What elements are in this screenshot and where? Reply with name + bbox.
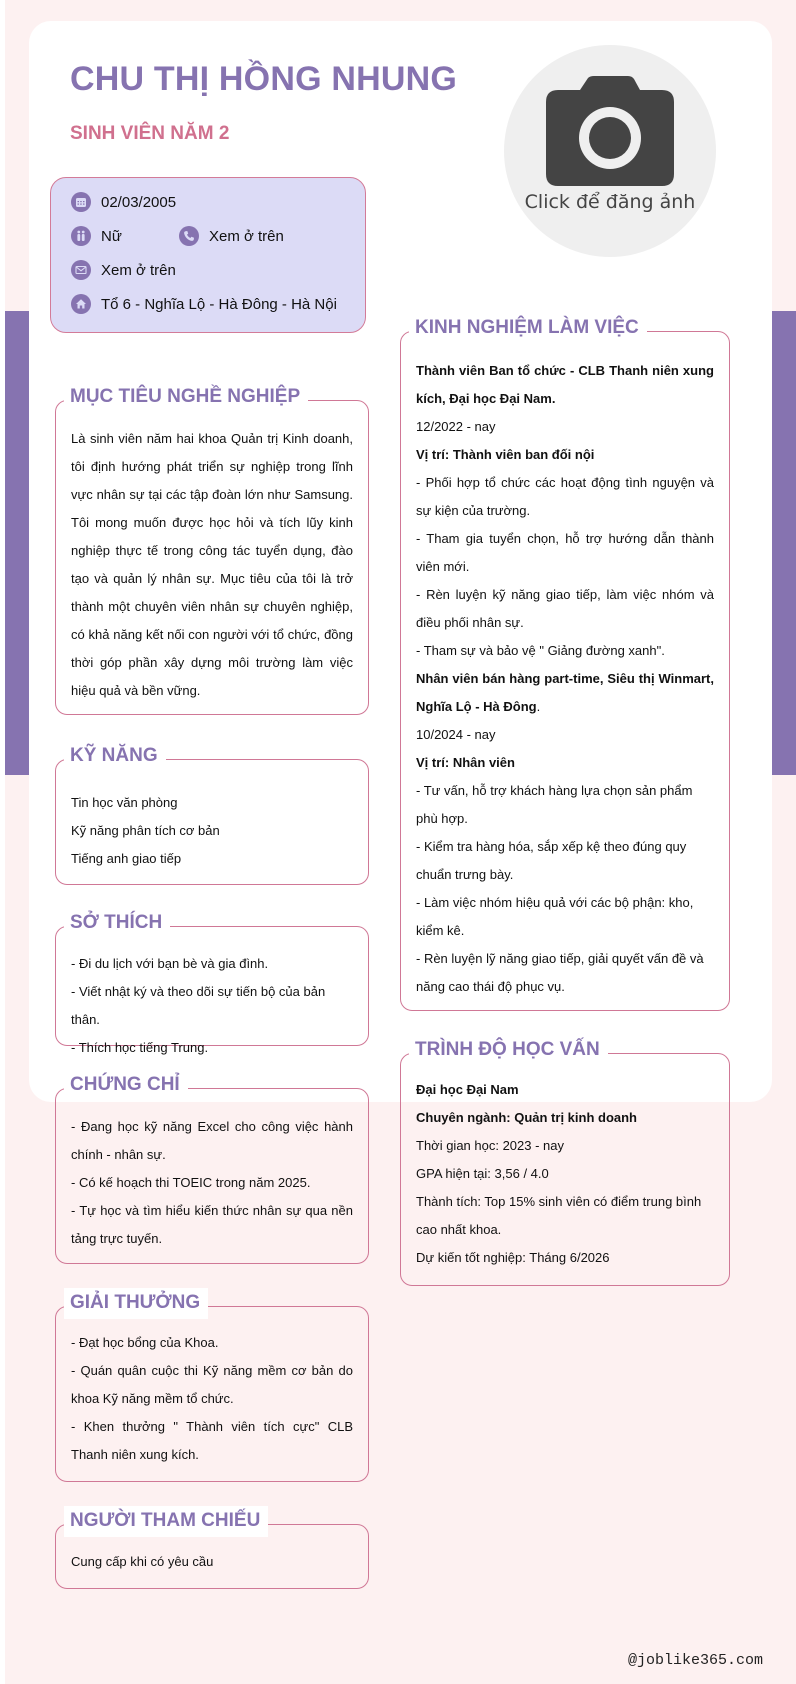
job-duty: - Tham sự và bảo vệ " Giảng đường xanh". <box>416 643 665 658</box>
list-item: - Đang học kỹ năng Excel cho công việc hành chính - nhân sự. <box>71 1119 353 1162</box>
education-school: Đại học Đại Nam <box>416 1082 519 1097</box>
list-item: - Viết nhật ký và theo dõi sự tiến bộ của bản thân. <box>71 984 326 1027</box>
job-duty: - Làm việc nhóm hiệu quả với các bộ phận: kho, kiểm kê. <box>416 895 694 938</box>
photo-upload[interactable] <box>504 45 716 257</box>
list-item: - Thích học tiếng Trung. <box>71 1040 209 1055</box>
section-skills <box>55 745 369 885</box>
section-education <box>400 1039 730 1286</box>
section-title: MỤC TIÊU NGHỀ NGHIỆP <box>64 382 308 413</box>
education-graduation: Dự kiến tốt nghiệp: Tháng 6/2026 <box>416 1250 610 1265</box>
job-duty: - Kiểm tra hàng hóa, sắp xếp kệ theo đúng quy chuẩn trưng bày. <box>416 839 687 882</box>
contact-gender[interactable] <box>71 226 122 246</box>
calendar-icon <box>71 192 91 212</box>
job-org: Thành viên Ban tổ chức - CLB Thanh niên xung kích, Đại học Đại Nam. <box>416 363 714 406</box>
section-experience <box>400 317 730 1011</box>
contact-info-box <box>50 177 366 333</box>
contact-email[interactable] <box>71 260 176 280</box>
section-references <box>55 1510 369 1589</box>
list-item: - Khen thưởng " Thành viên tích cực" CLB Thanh niên xung kích. <box>71 1419 353 1462</box>
education-achievement: Thành tích: Top 15% sinh viên có điểm trung bình cao nhất khoa. <box>416 1194 702 1237</box>
education-gpa: GPA hiện tại: 3,56 / 4.0 <box>416 1166 549 1181</box>
job-duty: - Rèn luyện kỹ năng giao tiếp, làm việc nhóm và điều phối nhân sự. <box>416 587 714 630</box>
email-icon <box>71 260 91 280</box>
references-text: Cung cấp khi có yêu cầu <box>71 1554 214 1569</box>
address-value: Tổ 6 - Nghĩa Lộ - Hà Đông - Hà Nội <box>101 295 337 313</box>
section-title: NGƯỜI THAM CHIẾU <box>64 1506 268 1537</box>
list-item: - Có kế hoạch thi TOEIC trong năm 2025. <box>71 1175 311 1190</box>
education-major: Chuyên ngành: Quản trị kinh doanh <box>416 1110 637 1125</box>
birthday-value: 02/03/2005 <box>101 193 177 211</box>
phone-icon <box>179 226 199 246</box>
job-org-line <box>416 665 714 721</box>
job-duty: - Tham gia tuyển chọn, hỗ trợ hướng dẫn thành viên mới. <box>416 531 714 574</box>
job-position: Vị trí: Thành viên ban đối nội <box>416 447 595 462</box>
list-item: - Quán quân cuộc thi Kỹ năng mềm cơ bản do khoa Kỹ năng mềm tổ chức. <box>71 1363 353 1406</box>
section-awards <box>55 1292 369 1482</box>
job-period: 12/2022 - nay <box>416 419 496 434</box>
list-item: - Đi du lịch với bạn bè và gia đình. <box>71 956 269 971</box>
gender-icon <box>71 226 91 246</box>
section-title: GIẢI THƯỞNG <box>64 1288 208 1319</box>
section-hobbies <box>55 912 369 1055</box>
job-org: Nhân viên bán hàng part-time, Siêu thị Winmart, Nghĩa Lộ - Hà Đông <box>416 671 714 714</box>
section-objective <box>55 386 369 715</box>
list-item: - Tự học và tìm hiểu kiến thức nhân sự qua nền tảng trực tuyến. <box>71 1203 353 1246</box>
email-value: Xem ở trên <box>101 261 176 279</box>
list-item: Tin học văn phòng <box>71 795 178 810</box>
list-item: Tiếng anh giao tiếp <box>71 851 182 866</box>
home-icon <box>71 294 91 314</box>
photo-upload-label: Click để đăng ảnh <box>524 191 696 213</box>
phone-value: Xem ở trên <box>209 227 284 245</box>
section-title: TRÌNH ĐỘ HỌC VẤN <box>409 1035 608 1066</box>
job-duty: - Tư vấn, hỗ trợ khách hàng lựa chọn sản phẩm phù hợp. <box>416 783 693 826</box>
job-duty: - Phối hợp tổ chức các hoạt động tình nguyện và sự kiện của trường. <box>416 475 714 518</box>
list-item: - Đạt học bổng của Khoa. <box>71 1335 219 1350</box>
job-org-suffix: . <box>536 699 541 714</box>
contact-birthday[interactable] <box>71 192 176 212</box>
camera-icon <box>546 76 674 186</box>
candidate-role[interactable]: SINH VIÊN NĂM 2 <box>70 123 230 144</box>
gender-value: Nữ <box>101 227 122 245</box>
candidate-name[interactable]: CHU THỊ HỒNG NHUNG <box>70 60 458 98</box>
contact-phone[interactable] <box>179 226 284 246</box>
list-item: Kỹ năng phân tích cơ bản <box>71 823 220 838</box>
job-period: 10/2024 - nay <box>416 727 496 742</box>
section-certificates <box>55 1074 369 1264</box>
objective-text: Là sinh viên năm hai khoa Quản trị Kinh doanh, tôi định hướng phát triển sự nghiệp trong lĩnh vực nhân sự tại các tập đoàn lớn như Samsung. Tôi mong muốn được học hỏi và tích lũy kinh nghiệp thực tế trong công tác tuyển dụng, đào tạo và quản lý nhân sự. Mục tiêu của tôi là trở thành một chuyên viên nhân sự chuyên nghiệp, có khả năng kết nối con người với tổ chức, đồng thời góp phần xây dựng môi trường làm việc hiệu quả và bền vững. <box>71 431 353 698</box>
section-title: KINH NGHIỆM LÀM VIỆC <box>409 313 647 344</box>
section-title: CHỨNG CHỈ <box>64 1070 188 1101</box>
section-title: SỞ THÍCH <box>64 908 170 939</box>
job-position: Vị trí: Nhân viên <box>416 755 515 770</box>
job-duty: - Rèn luyện lỹ năng giao tiếp, giải quyết vấn đề và năng cao thái độ phục vụ. <box>416 951 704 994</box>
section-title: KỸ NĂNG <box>64 741 166 772</box>
footer-watermark: @joblike365.com <box>628 1652 764 1669</box>
education-period: Thời gian học: 2023 - nay <box>416 1138 565 1153</box>
contact-address[interactable] <box>71 294 337 314</box>
